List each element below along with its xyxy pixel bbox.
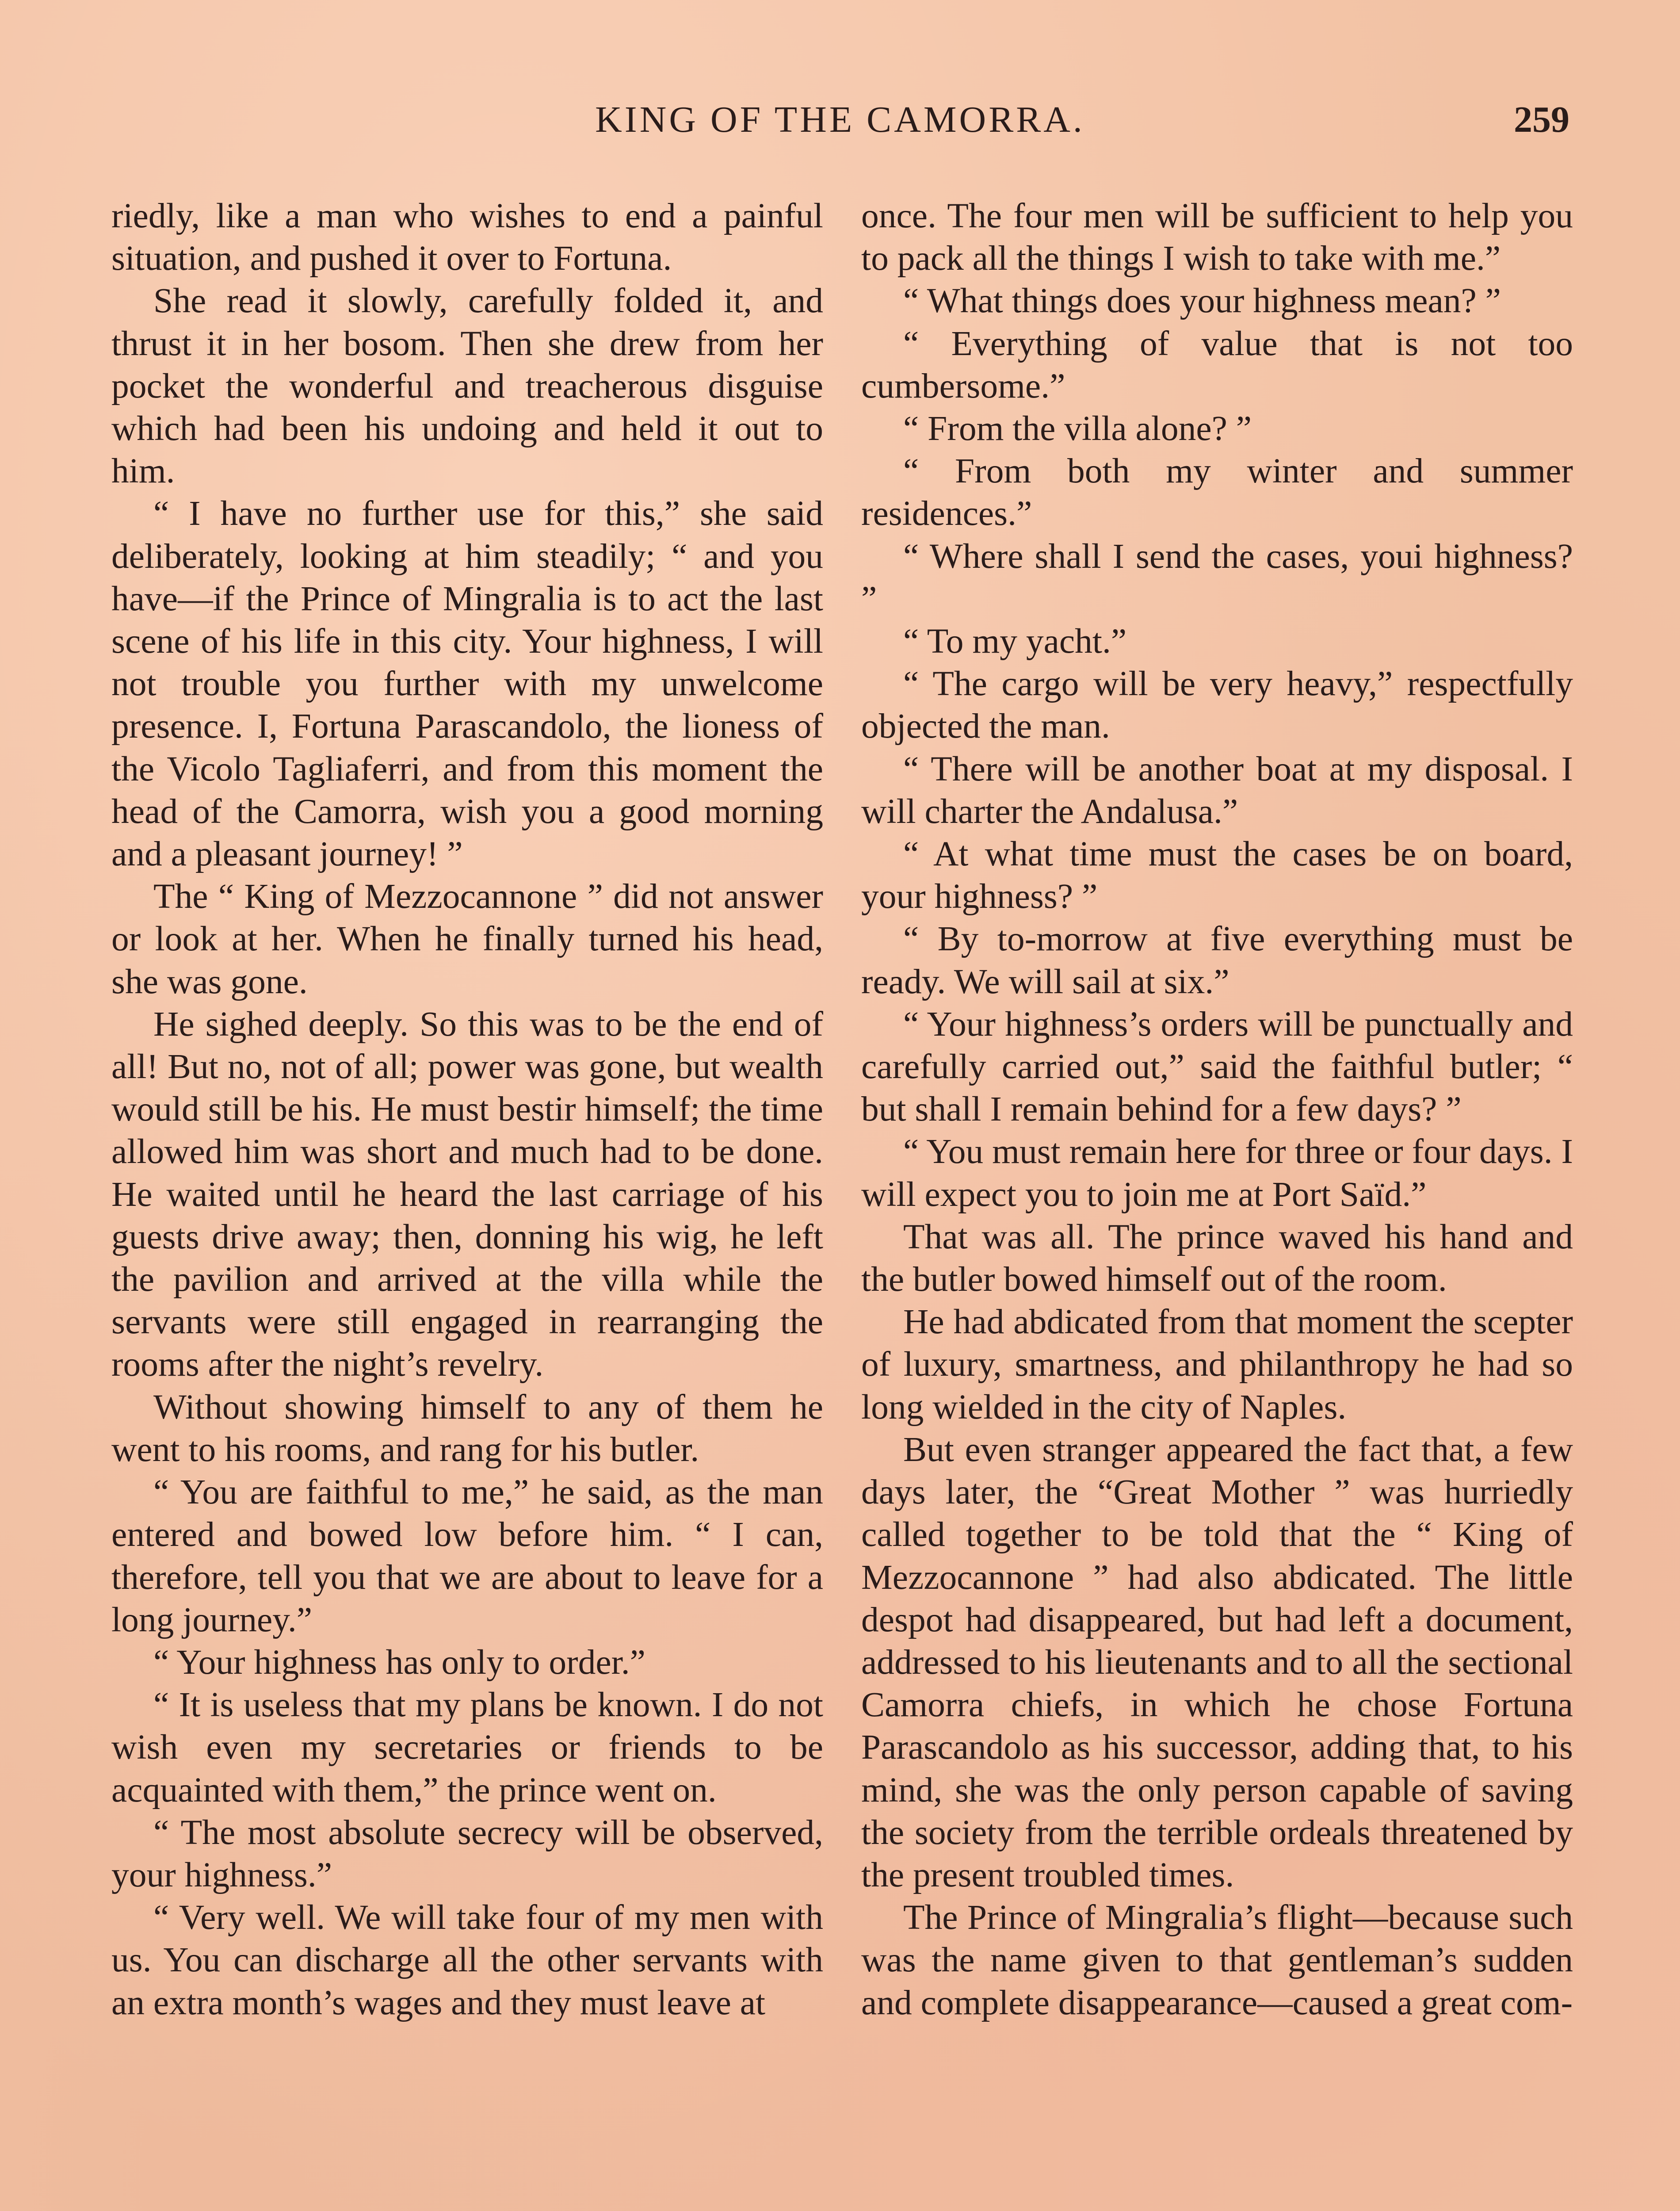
paragraph: “ You are faithful to me,” he said, as the man entered and bowed low before him. “ I can, therefore, tell you that we are about to leave for a long journey.” xyxy=(111,1473,823,1639)
paragraph: “ I have no further use for this,” she said deliberately, looking at him steadily; “ and you have—if the Prince of Mingralia is to act the last scene of his life in this city. Your highness, I will not trouble you further with my unwelcome presence. I, Fortuna Parascandolo, the lioness of the Vicolo Tagliaferri, and from this moment the head of the Camorra, wish you a good morning and a pleasant journey! ” xyxy=(111,494,823,874)
paragraph: “ Everything of value that is not too cumbersome.” xyxy=(861,324,1573,405)
paragraph: He sighed deeply. So this was to be the end of all! But no, not of all; power was gone, but wealth would still be his. He must bestir himself; the time allowed him was short and much had to be done. He waited until he heard the last carriage of his guests drive away; then, donning his wig, he left the pavilion and arrived at the villa while the servants were still engaged in rearranging the rooms after the night’s revelry. xyxy=(111,1004,823,1384)
paragraph: The Prince of Mingralia’s flight—because such was the name given to that gentleman’s sudden and complete disappearance—caused a great com- xyxy=(861,1898,1573,2022)
paragraph: Without showing himself to any of them he went to his rooms, and rang for his butler. xyxy=(111,1387,823,1469)
paragraph: “ Your highness’s orders will be punctually and carefully carried out,” said the faithful butler; “ but shall I remain behind for a few days? ” xyxy=(861,1004,1573,1129)
paragraph: He had abdicated from that moment the scepter of luxury, smartness, and philanthropy he had so long wielded in the city of Naples. xyxy=(861,1302,1573,1427)
paragraph: “ From the villa alone? ” xyxy=(903,409,1252,448)
paragraph: The “ King of Mezzocannone ” did not answer or look at her. When he finally turned his head, she was gone. xyxy=(111,877,823,1001)
paragraph: But even stranger appeared the fact that, a few days later, the “Great Mother ” was hurriedly called together to be told that the “ King of Mezzocannone ” had also abdicated. The little despot had disappeared, but had left a document, addressed to his lieutenants and to all the sectional Camorra chiefs, in which he chose Fortuna Parascandolo as his successor, adding that, to his mind, she was the only person capable of saving the society from the terrible ordeals threatened by the present troubled times. xyxy=(861,1430,1573,1894)
left-text-column xyxy=(111,195,823,2024)
running-title: KING OF THE CAMORRA. xyxy=(595,99,1085,140)
paragraph: “ At what time must the cases be on board, your highness? ” xyxy=(861,834,1573,916)
paragraph: “ You must remain here for three or four days. I will expect you to join me at Port Saïd.” xyxy=(861,1132,1573,1214)
page-number: 259 xyxy=(1514,99,1569,140)
paragraph: She read it slowly, carefully folded it, and thrust it in her bosom. Then she drew from her pocket the wonderful and treacherous disguise which had been his undoing and held it out to him. xyxy=(111,281,823,491)
paragraph: “ By to-morrow at five everything must be ready. We will sail at six.” xyxy=(861,919,1573,1001)
paragraph: “ It is useless that my plans be known. I do not wish even my secretaries or friends to be acquainted with them,” the prince went on. xyxy=(111,1685,823,1809)
page-header xyxy=(111,98,1569,151)
paragraph: “ To my yacht.” xyxy=(903,622,1127,661)
paragraph: once. The four men will be sufficient to help you to pack all the things I wish to take with me.” xyxy=(861,196,1573,278)
paragraph: “ From both my winter and summer residences.” xyxy=(861,451,1573,533)
paragraph: “ Your highness has only to order.” xyxy=(153,1642,645,1682)
paragraph: “ Very well. We will take four of my men with us. You can discharge all the other servants with an extra month’s wages and they must leave at xyxy=(111,1898,823,2022)
right-text-column xyxy=(861,195,1573,2024)
paragraph: riedly, like a man who wishes to end a painful situation, and pushed it over to Fortuna. xyxy=(111,196,823,278)
paragraph: “ The cargo will be very heavy,” respectfully objected the man. xyxy=(861,664,1573,746)
paragraph: “ Where shall I send the cases, youi highness? ” xyxy=(861,536,1573,618)
paragraph: “ The most absolute secrecy will be observed, your highness.” xyxy=(111,1813,823,1894)
paragraph: That was all. The prince waved his hand and the butler bowed himself out of the room. xyxy=(861,1217,1573,1299)
paragraph: “ There will be another boat at my disposal. I will charter the Andalusa.” xyxy=(861,749,1573,831)
paragraph: “ What things does your highness mean? ” xyxy=(903,281,1501,321)
